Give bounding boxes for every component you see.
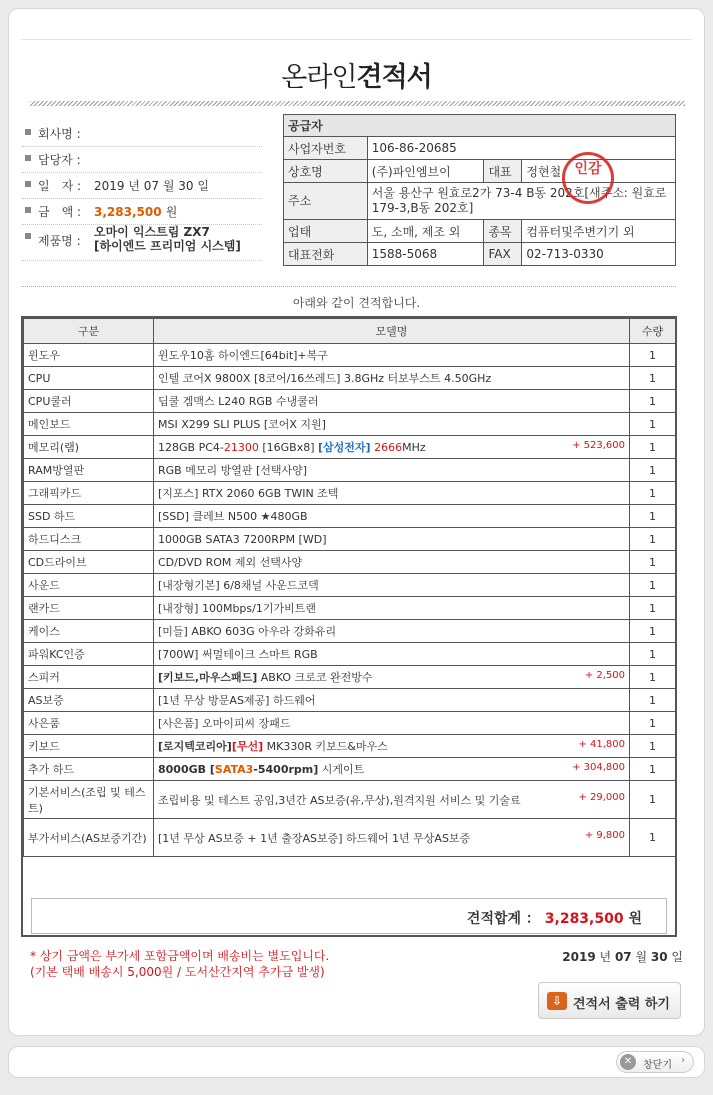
table-row: [24, 643, 676, 666]
row-model: [1년 무상 AS보증 + 1년 출장AS보증] 하드웨어 1년 무상AS보증 + 9,800: [154, 819, 630, 857]
row-price: + 523,600: [572, 440, 625, 451]
row-qty: 1: [630, 574, 676, 597]
amount-label: 금 액 :: [38, 205, 82, 219]
row-category: 윈도우: [24, 344, 154, 367]
company-name-label: 상호명: [284, 160, 368, 183]
amount-row: [22, 198, 262, 225]
row-qty: 1: [630, 436, 676, 459]
address-value: 서울 용산구 원효로2가 73-4 B동 202호[새주소: 원효로 179-3,B동 202호]: [367, 183, 675, 220]
row-price: + 9,800: [584, 830, 625, 841]
table-row: [24, 689, 676, 712]
fax-value: 02-713-0330: [522, 243, 676, 266]
table-row: [24, 666, 676, 689]
row-category: 케이스: [24, 620, 154, 643]
table-row: [24, 528, 676, 551]
phone-label: 대표전화: [284, 243, 368, 266]
row-qty: 1: [630, 758, 676, 781]
ceo-label: 대표: [484, 160, 522, 183]
biz-type-label: 업태: [284, 220, 368, 243]
row-category: 사은품: [24, 712, 154, 735]
bullet-icon: [25, 207, 31, 213]
address-label: 주소: [284, 183, 368, 220]
items-table: [23, 318, 676, 857]
row-model: [사은품] 오마이피씨 장패드: [154, 712, 630, 735]
row-category: 메모리(램): [24, 436, 154, 459]
supplier-table: [283, 114, 676, 266]
table-row: [24, 505, 676, 528]
ceo-value: 정현철: [522, 160, 676, 183]
bullet-icon: [25, 181, 31, 187]
row-category: 파워KC인증: [24, 643, 154, 666]
row-qty: 1: [630, 528, 676, 551]
row-qty: 1: [630, 781, 676, 819]
row-qty: 1: [630, 390, 676, 413]
row-model: 윈도우10홈 하이엔드[64bit]+복구: [154, 344, 630, 367]
table-row: [24, 819, 676, 857]
col-category-header: 구분: [24, 319, 154, 344]
row-qty: 1: [630, 620, 676, 643]
bullet-icon: [25, 155, 31, 161]
table-row: [24, 712, 676, 735]
close-window-button[interactable]: ✕ 창닫기 ›: [616, 1051, 694, 1073]
manager-row: [22, 146, 262, 173]
top-divider: [21, 39, 692, 40]
row-model: [SSD] 클레브 N500 ★480GB: [154, 505, 630, 528]
row-qty: 1: [630, 666, 676, 689]
phone-value: 1588-5068: [367, 243, 484, 266]
row-category: CPU: [24, 367, 154, 390]
row-model: MSI X299 SLI PLUS [코어X 지원]: [154, 413, 630, 436]
row-model: CD/DVD ROM 제외 선택사양: [154, 551, 630, 574]
product-row: [22, 224, 262, 261]
row-qty: 1: [630, 505, 676, 528]
page-title: 온라인견적서: [281, 62, 432, 93]
row-model: [미들] ABKO 603G 아우라 강화유리: [154, 620, 630, 643]
row-qty: 1: [630, 735, 676, 758]
print-estimate-button[interactable]: ⇩ 견적서 출력 하기: [538, 982, 681, 1019]
row-qty: 1: [630, 482, 676, 505]
footer-bar: [8, 1046, 705, 1078]
manager-label: 담당자 :: [38, 153, 81, 167]
row-qty: 1: [630, 367, 676, 390]
row-model: [지포스] RTX 2060 6GB TWIN 조텍: [154, 482, 630, 505]
row-model: [내장형기본] 6/8채널 사운드코덱: [154, 574, 630, 597]
row-model: 조립비용 및 테스트 공임,3년간 AS보증(유,무상),원격지원 서비스 및 기술료 + 29,000: [154, 781, 630, 819]
biz-type-value: 도, 소매, 제조 외: [367, 220, 484, 243]
row-qty: 1: [630, 413, 676, 436]
table-row: [24, 551, 676, 574]
row-qty: 1: [630, 689, 676, 712]
date-label: 일 자 :: [38, 179, 82, 193]
issue-date: 2019 년 07 월 30 일: [562, 950, 683, 964]
row-price: + 29,000: [578, 792, 625, 803]
table-row: [24, 367, 676, 390]
bullet-icon: [25, 129, 31, 135]
table-row: [24, 459, 676, 482]
product-label: 제품명 :: [38, 234, 81, 248]
row-qty: 1: [630, 712, 676, 735]
row-qty: 1: [630, 459, 676, 482]
row-category: 그래픽카드: [24, 482, 154, 505]
item-value: 컴퓨터및주변기기 외: [522, 220, 676, 243]
row-model: 8000GB [SATA3-5400rpm] 시게이트 + 304,800: [154, 758, 630, 781]
row-model: [키보드,마우스패드] ABKO 크로코 완전방수 + 2,500: [154, 666, 630, 689]
row-model: [700W] 써멀테이크 스마트 RGB: [154, 643, 630, 666]
row-price: + 2,500: [584, 670, 625, 681]
row-category: 스피커: [24, 666, 154, 689]
bullet-icon: [25, 233, 31, 239]
table-row: [24, 482, 676, 505]
row-category: AS보증: [24, 689, 154, 712]
row-category: 기본서비스(조립 및 테스트): [24, 781, 154, 819]
amount-value: 3,283,500 원: [94, 205, 178, 219]
table-row: [24, 620, 676, 643]
row-category: SSD 하드: [24, 505, 154, 528]
company-label: 회사명 :: [38, 127, 81, 141]
section-divider: [21, 286, 676, 287]
row-qty: 1: [630, 551, 676, 574]
table-row: [24, 597, 676, 620]
row-model: [로지텍코리아][무선] MK330R 키보드&마우스 + 41,800: [154, 735, 630, 758]
row-category: 하드디스크: [24, 528, 154, 551]
row-qty: 1: [630, 597, 676, 620]
row-model: 인텔 코어X 9800X [8코어/16쓰레드] 3.8GHz 터보부스트 4.50GHz: [154, 367, 630, 390]
company-name-value: (주)파인엠브이: [367, 160, 484, 183]
total-amount: 견적합계 ： 3,283,500 원: [466, 911, 642, 927]
total-box: [31, 898, 667, 934]
row-qty: 1: [630, 643, 676, 666]
col-model-header: 모델명: [154, 319, 630, 344]
items-table-frame: [21, 316, 677, 937]
row-model: 1000GB SATA3 7200RPM [WD]: [154, 528, 630, 551]
row-category: 메인보드: [24, 413, 154, 436]
row-category: 키보드: [24, 735, 154, 758]
row-qty: 1: [630, 344, 676, 367]
company-seal-stamp: 인감: [562, 152, 614, 204]
row-category: CD드라이브: [24, 551, 154, 574]
biz-no-label: 사업자번호: [284, 137, 368, 160]
row-category: 사운드: [24, 574, 154, 597]
row-category: RAM방열판: [24, 459, 154, 482]
date-row: [22, 172, 262, 199]
download-icon: ⇩: [547, 992, 567, 1010]
row-category: 추가 하드: [24, 758, 154, 781]
date-value: 2019 년 07 월 30 일: [94, 179, 209, 193]
supplier-header: 공급자: [284, 115, 676, 137]
col-qty-header: 수량: [630, 319, 676, 344]
close-icon: ✕: [620, 1054, 636, 1070]
row-category: 부가서비스(AS보증기간): [24, 819, 154, 857]
table-row: [24, 758, 676, 781]
row-model: [내장형] 100Mbps/1기가비트랜: [154, 597, 630, 620]
row-category: CPU쿨러: [24, 390, 154, 413]
row-category: 랜카드: [24, 597, 154, 620]
row-model: 128GB PC4-21300 [16GBx8] [삼성전자] 2666MHz + 523,600: [154, 436, 630, 459]
table-row: [24, 390, 676, 413]
table-row: [24, 735, 676, 758]
table-row: [24, 781, 676, 819]
table-row: [24, 344, 676, 367]
estimate-caption: 아래와 같이 견적합니다.: [292, 296, 421, 310]
company-row: [22, 120, 262, 147]
biz-no-value: 106-86-20685: [367, 137, 675, 160]
row-qty: 1: [630, 819, 676, 857]
notice-text: * 상기 금액은 부가세 포함금액이며 배송비는 별도입니다. (기본 택배 배송시 5,000원 / 도서산간지역 추가금 발생): [30, 949, 330, 979]
item-label: 종목: [484, 220, 522, 243]
row-model: 딥쿨 겜맥스 L240 RGB 수냉쿨러: [154, 390, 630, 413]
title-underline: [30, 101, 685, 106]
row-price: + 304,800: [572, 762, 625, 773]
row-model: RGB 메모리 방열판 [선택사양]: [154, 459, 630, 482]
row-price: + 41,800: [578, 739, 625, 750]
row-model: [1년 무상 방문AS제공] 하드웨어: [154, 689, 630, 712]
table-row: [24, 413, 676, 436]
product-value: 오마이 익스트림 ZX7 [하이엔드 프리미엄 시스템]: [94, 225, 241, 253]
table-row: [24, 574, 676, 597]
fax-label: FAX: [484, 243, 522, 266]
chevron-right-icon: ›: [681, 1055, 685, 1066]
table-row: [24, 436, 676, 459]
